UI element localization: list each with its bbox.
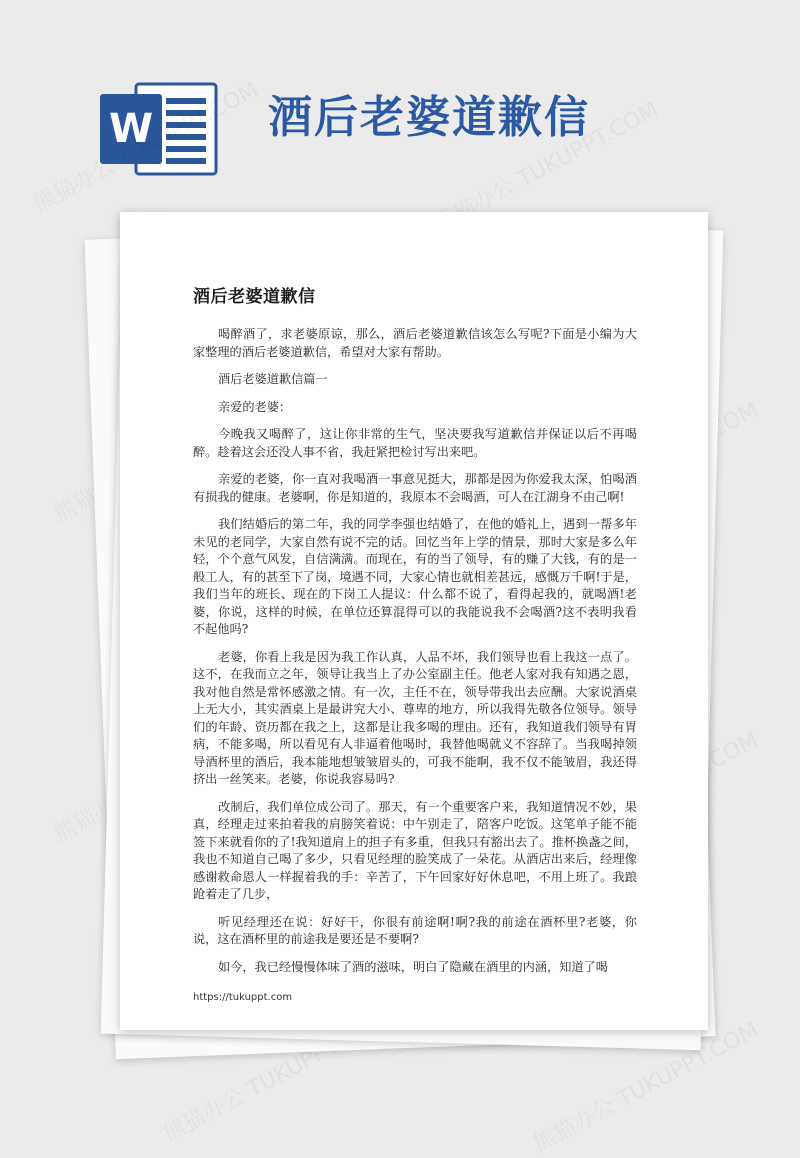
- word-icon-letter: W: [108, 106, 154, 152]
- paragraph: 如今，我已经慢慢体味了酒的滋味，明白了隐藏在酒里的内涵，知道了喝: [218, 959, 608, 974]
- paragraph: 亲爱的老婆，你一直对我喝酒一事意见挺大，那都是因为你爱我太深，怕喝酒有损我的健康。老婆啊，你是知道的，我原本不会喝酒，可人在江湖身不由己啊!: [193, 472, 637, 504]
- paragraph: 老婆，你看上我是因为我工作认真，人品不坏，我们领导也看上我这一点了。这不，在我而立之年，领导让我当上了办公室副主任。他老人家对我有知遇之恩，我对他自然是常怀感激之情。有一次，主任不在，领导带我出去应酬。大家说酒桌上无大小，其实酒桌上是最讲究大小、尊卑的地方，所以我得先敬各位领导。领导们的年龄、资历都在我之上，这都是让我多喝的理由。还有，我知道我们领导有胃病，不能多喝，所以看见有人非逼着他喝时，我替他喝就义不容辞了。当我喝掉领导酒杯里的酒后，我本能地想皱皱眉头的，可我不能啊，我不仅不能皱眉，我还得挤出一丝笑来。老婆，你说我容易吗?: [193, 649, 637, 786]
- document-body: [193, 326, 637, 986]
- paragraph: 我们结婚后的第二年，我的同学李强也结婚了，在他的婚礼上，遇到一帮多年未见的老同学，大家自然有说不完的话。回忆当年上学的情景，那时大家是多么年轻，个个意气风发，自信满满。而现在，有的当了领导，有的赚了大钱，有的是一般工人，有的甚至下了岗，境遇不同，大家心情也就相差甚远，感慨万千啊!于是，我们当年的班长、现在的下岗工人提议：什么都不说了，看得起我的，就喝酒!老婆，你说，这样的时候，在单位还算混得可以的我能说我不会喝酒?这不表明我看不起他吗?: [193, 517, 637, 636]
- paragraph: 听见经理还在说：好好干，你很有前途啊!啊?我的前途在酒杯里?老婆，你说，这在酒杯里的前途我是要还是不要啊?: [193, 914, 637, 946]
- salutation: 亲爱的老婆：: [218, 399, 292, 414]
- word-document-icon: [100, 80, 220, 178]
- document-title: 酒后老婆道歉信: [193, 287, 316, 307]
- paragraph: 改制后，我们单位成公司了。那天，有一个重要客户来，我知道情况不妙，果真，经理走过来拍着我的肩膀笑着说：中午别走了，陪客户吃饭。这笔单子能不能签下来就看你的了!我知道肩上的担子有多重，但我只有豁出去了。推杯换盏之间，我也不知道自己喝了多少，只看见经理的脸笑成了一朵花。从酒店出来后，经理像感谢救命恩人一样握着我的手：辛苦了，下午回家好好休息吧，不用上班了。我踉跄着走了几步，: [193, 799, 637, 901]
- paragraph: 今晚我又喝醉了，这让你非常的生气，坚决要我写道歉信并保证以后不再喝醉。趁着这会还没人事不省，我赶紧把检讨写出来吧。: [193, 427, 637, 459]
- footer-url: https://tukuppt.com: [193, 992, 293, 1003]
- section-heading: 酒后老婆道歉信篇一: [218, 372, 328, 386]
- banner-title: 酒后老婆道歉信: [268, 92, 590, 143]
- paragraph: 喝醉酒了，求老婆原谅，那么，酒后老婆道歉信该怎么写呢?下面是小编为大家整理的酒后老婆道歉信，希望对大家有帮助。: [193, 327, 637, 359]
- document-page: [120, 212, 708, 1030]
